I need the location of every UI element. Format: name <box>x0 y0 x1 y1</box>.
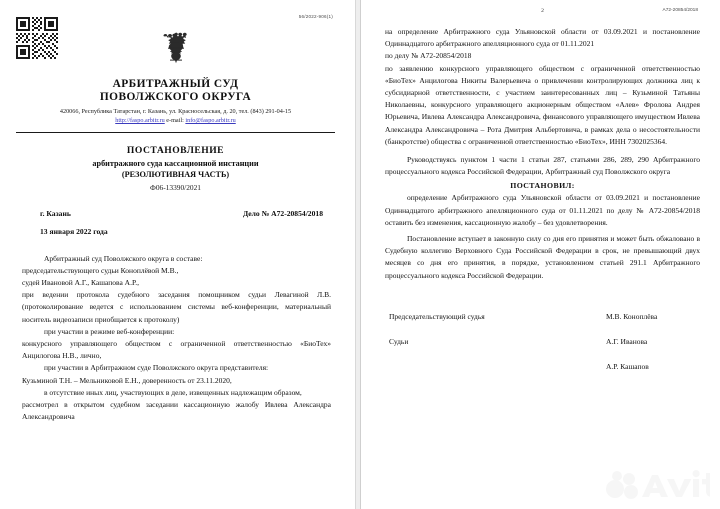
paragraph: при участии в Арбитражном суде Поволжского округа представителя: <box>44 363 269 373</box>
document-number: 56/2022-906(1) <box>298 14 333 19</box>
paragraph: Кузьминой Т.Н. – Мельниковой Е.Н., доверенность от 23.11.2020, <box>22 375 232 385</box>
court-contacts <box>14 117 337 125</box>
judges-label: Судьи <box>389 336 409 346</box>
paragraph: в отсутствие иных лиц, участвующих в деле, извещенных надлежащим образом, <box>44 387 302 397</box>
paragraph: по заявлению конкурсного управляющего обществом с ограниченной ответственностью «БиоТех» Анцилогова Никиты Валерьевича о привлечении контролирующих должника лиц к субсидиарной ответственности, с участием заинтересованных лиц – Кузьминой Татьяны Николаевны, конкурсного управляющего акционерным обществом «Алев» Фролова Андрея Юрьевича, Ивлева Александра Александровича, финансового управляющего имуществом Ивлева Александра Александровича – Рота Дмитрия Альбертовича, в рамках дела о несостоятельности (банкротстве) общества с ограниченной ответственностью «БиоТех», ИНН 7302025364. <box>385 63 700 146</box>
paragraph: Руководствуясь пунктом 1 части 1 статьи 287, статьями 286, 289, 290 Арбитражного процессуального кодекса Российской Федерации, Арбитражный суд Поволжского округа <box>385 155 700 177</box>
paragraph: на определение Арбитражного суда Ульяновской области от 03.09.2021 и постановление Одиннадцатого арбитражного апелляционного суда от 01.11.2021 <box>385 27 700 49</box>
paragraph: по делу № А72-20854/2018 <box>385 51 472 61</box>
page2-body <box>381 26 704 282</box>
email-label: e-mail: <box>166 117 184 125</box>
document-code: Ф06-13390/2021 <box>149 182 201 192</box>
avito-logo-icon <box>604 469 710 501</box>
paragraph: определение Арбитражного суда Ульяновской области от 03.09.2021 и постановление Одиннадцатого арбитражного апелляционного суда от 01.11.2021 по делу № А72-20854/2018 оставить без изменения, кассационную жалобу – без удовлетворения. <box>385 193 700 227</box>
judge-name-1: А.Г. Иванова <box>606 336 648 346</box>
header-divider <box>16 132 335 133</box>
paragraph: при ведении протокола судебного заседания помощником судьи Левагиной Л.В. (протоколирование ведется с использованием системы веб-конференции, материальный носитель видеозаписи приобщается к протоколу) <box>22 290 331 324</box>
court-name-line2: ПОВОЛЖСКОГО ОКРУГА <box>99 91 252 104</box>
avito-watermark <box>604 469 710 501</box>
signature-row-presiding <box>389 312 698 321</box>
court-website-link[interactable]: http://faspo.arbitr.ru <box>115 117 165 125</box>
document-subtitle-line2: (РЕЗОЛЮТИВНАЯ ЧАСТЬ) <box>121 169 230 179</box>
document-page-1 <box>0 0 356 509</box>
page1-body <box>14 253 337 424</box>
document-title: ПОСТАНОВЛЕНИЕ <box>126 144 225 156</box>
presiding-judge-name: М.В. Коноплёва <box>606 311 658 321</box>
paragraph: рассмотрел в открытом судебном заседании кассационную жалобу Ивлева Александра Александровича <box>22 400 331 422</box>
document-meta-row <box>14 209 337 218</box>
qr-code-icon <box>16 17 58 59</box>
document-subtitle-line1: арбитражного суда кассационной инстанции <box>92 158 259 168</box>
signature-row-judge-1 <box>389 337 698 346</box>
document-city: г. Казань <box>40 208 71 218</box>
paragraph: председательствующего судьи Коноплёвой М.В., <box>22 265 179 275</box>
page-number: 2 <box>541 8 544 14</box>
court-email-link[interactable]: info@faspo.arbitr.ru <box>185 117 236 125</box>
court-address: 420066, Республика Татарстан, г. Казань, ул. Красносельская, д. 20, тел. (843) 291-04-15 <box>59 107 292 115</box>
court-name <box>14 78 337 105</box>
paragraph: конкурсного управляющего обществом с ограниченной ответственностью «БиоТех» Анцилогова Н.В., лично, <box>22 339 331 361</box>
paragraph: Постановление вступает в законную силу со дня его принятия и может быть обжаловано в Судебную коллегию Верховного Суда Российской Федерации в срок, не превышающий двух месяцев со дня его принятия, в порядке, установленном статьей 291.1 Арбитражного процессуального кодекса Российской Федерации. <box>385 234 700 280</box>
page2-case-number: А72-20854/2018 <box>662 8 698 13</box>
court-name-line1: АРБИТРАЖНЫЙ СУД <box>112 78 239 90</box>
ruling-heading: ПОСТАНОВИЛ: <box>510 181 575 191</box>
document-case-number: Дело № А72-20854/2018 <box>242 208 323 218</box>
signature-row-judge-2 <box>389 362 698 371</box>
judge-name-2: А.Р. Кашапов <box>606 361 649 371</box>
paragraph: судей Ивановой А.Г., Кашапова А.Р., <box>22 278 139 288</box>
paragraph: при участии в режиме веб-конференции: <box>44 326 175 336</box>
document-date: 13 января 2022 года <box>40 226 108 236</box>
page2-header <box>381 8 704 20</box>
document-subtitle <box>14 158 337 180</box>
presiding-judge-label: Председательствующий судья <box>389 311 485 321</box>
court-emblem <box>14 8 337 76</box>
paragraph: Арбитражный суд Поволжского округа в составе: <box>44 253 203 263</box>
document-page-2 <box>360 0 720 509</box>
signature-block <box>381 312 704 371</box>
